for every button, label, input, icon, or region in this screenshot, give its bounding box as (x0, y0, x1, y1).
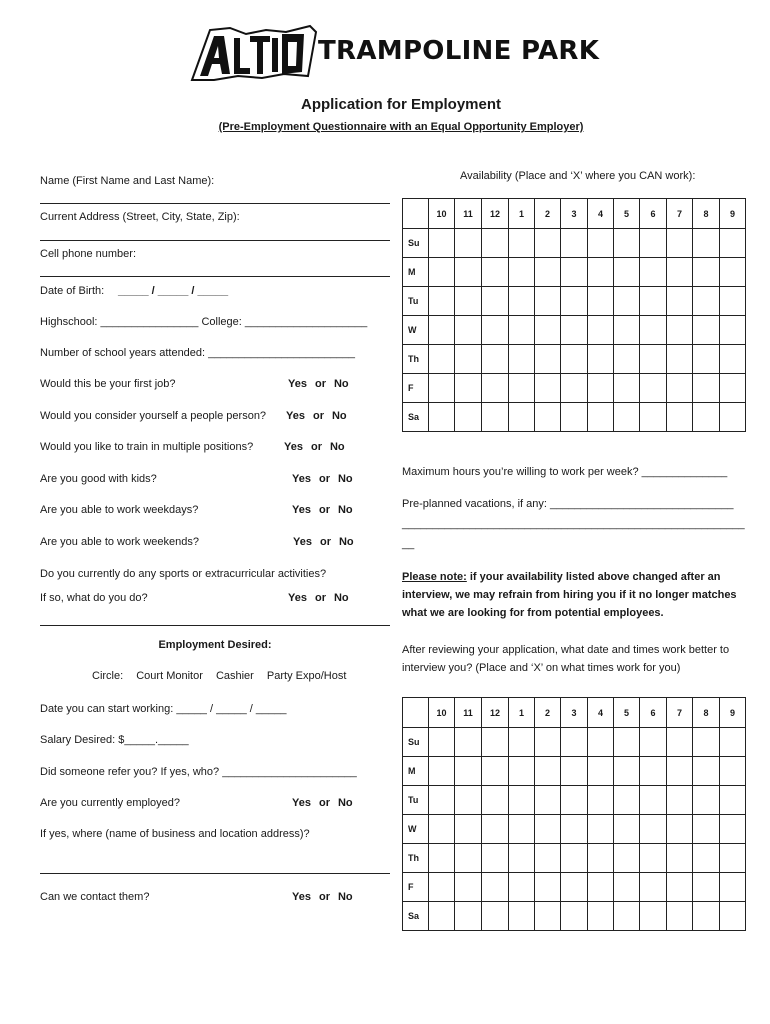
cell-line[interactable] (40, 276, 390, 277)
availability-cell[interactable] (509, 287, 535, 316)
availability-cell[interactable] (561, 258, 588, 287)
hour-header: 3 (561, 698, 588, 728)
day-label: W (403, 815, 429, 844)
sports-line[interactable] (40, 625, 390, 626)
availability-grid (402, 198, 746, 432)
availability-cell[interactable] (588, 786, 614, 815)
no-option[interactable]: No (333, 592, 349, 604)
availability-cell[interactable] (429, 786, 455, 815)
availability-cell[interactable] (535, 757, 561, 786)
availability-cell[interactable] (588, 258, 614, 287)
availability-cell[interactable] (667, 374, 693, 403)
availability-cell[interactable] (693, 873, 720, 902)
availability-cell[interactable] (640, 316, 667, 345)
availability-cell[interactable] (535, 844, 561, 873)
position-cashier[interactable]: Cashier (215, 670, 254, 682)
cell-label: Cell phone number: (40, 248, 137, 260)
vacations-line-2[interactable]: ________________________________________________________ (402, 518, 745, 530)
availability-cell[interactable] (455, 873, 482, 902)
hour-header: 12 (482, 698, 509, 728)
yes-option[interactable]: Yes (292, 797, 311, 809)
availability-cell[interactable] (588, 287, 614, 316)
availability-cell[interactable] (429, 815, 455, 844)
availability-cell[interactable] (429, 728, 455, 757)
employer-where-label: If yes, where (name of business and location address)? (40, 828, 310, 840)
employed-question: Are you currently employed? (40, 797, 181, 809)
note-text: if your availability listed above changed after an interview, we may refrain from hiring you if it no longer matches what we are looking for from potential employees. (402, 571, 737, 619)
availability-cell[interactable] (429, 902, 455, 931)
hour-header: 3 (561, 199, 588, 229)
day-label: Sa (403, 902, 429, 931)
availability-cell[interactable] (588, 229, 614, 258)
availability-cell[interactable] (535, 258, 561, 287)
availability-cell[interactable] (482, 757, 509, 786)
availability-cell[interactable] (482, 287, 509, 316)
interview-grid (402, 697, 746, 931)
availability-cell[interactable] (693, 786, 720, 815)
or-text: or (314, 378, 326, 390)
availability-cell[interactable] (561, 873, 588, 902)
weekdays-question: Are you able to work weekdays? (40, 504, 199, 516)
availability-cell[interactable] (535, 345, 561, 374)
availability-cell[interactable] (482, 316, 509, 345)
contact-question: Can we contact them? (40, 891, 150, 903)
availability-cell[interactable] (509, 844, 535, 873)
hour-header: 2 (535, 698, 561, 728)
position-party-host[interactable]: Party Expo/Host (266, 670, 347, 682)
availability-cell[interactable] (588, 757, 614, 786)
availability-cell[interactable] (455, 757, 482, 786)
or-text: or (318, 504, 330, 516)
hour-header: 10 (429, 199, 455, 229)
form-title: Application for Employment (300, 96, 501, 113)
availability-cell[interactable] (640, 786, 667, 815)
availability-cell[interactable] (561, 229, 588, 258)
availability-cell[interactable] (535, 902, 561, 931)
availability-cell[interactable] (720, 258, 746, 287)
availability-cell[interactable] (455, 403, 482, 432)
availability-cell[interactable] (455, 786, 482, 815)
or-text: or (318, 891, 330, 903)
school-label[interactable]: Highschool: ________________ College: ____________________ (40, 316, 368, 328)
availability-cell[interactable] (667, 757, 693, 786)
availability-cell[interactable] (693, 815, 720, 844)
weekends-yes-no[interactable] (293, 536, 354, 548)
availability-cell[interactable] (455, 287, 482, 316)
availability-cell[interactable] (482, 403, 509, 432)
availability-cell[interactable] (561, 287, 588, 316)
altitude-logo (190, 24, 318, 82)
availability-cell[interactable] (482, 345, 509, 374)
people-person-question: Would you consider yourself a people person? (40, 410, 267, 422)
availability-cell[interactable] (614, 786, 640, 815)
availability-cell[interactable] (561, 374, 588, 403)
address-label: Current Address (Street, City, State, Zip): (40, 211, 240, 223)
or-text: or (310, 441, 322, 453)
availability-cell[interactable] (693, 844, 720, 873)
availability-cell[interactable] (720, 229, 746, 258)
availability-cell[interactable] (509, 757, 535, 786)
availability-cell[interactable] (667, 728, 693, 757)
availability-cell[interactable] (667, 902, 693, 931)
hour-header: 7 (667, 698, 693, 728)
availability-cell[interactable] (561, 728, 588, 757)
day-label: W (403, 316, 429, 345)
availability-cell[interactable] (561, 403, 588, 432)
availability-cell[interactable] (455, 345, 482, 374)
yes-option[interactable]: Yes (288, 592, 307, 604)
availability-cell[interactable] (614, 873, 640, 902)
hour-header: 2 (535, 199, 561, 229)
first-job-yes-no[interactable] (288, 378, 349, 390)
availability-cell[interactable] (561, 757, 588, 786)
availability-cell[interactable] (667, 815, 693, 844)
availability-cell[interactable] (693, 345, 720, 374)
availability-cell[interactable] (720, 728, 746, 757)
availability-cell[interactable] (588, 316, 614, 345)
availability-cell[interactable] (667, 403, 693, 432)
availability-cell[interactable] (667, 786, 693, 815)
weekends-question: Are you able to work weekends? (40, 536, 199, 548)
availability-cell[interactable] (535, 728, 561, 757)
kids-question: Are you good with kids? (40, 473, 157, 485)
grid-corner (403, 698, 429, 728)
availability-cell[interactable] (720, 403, 746, 432)
day-label: Su (403, 229, 429, 258)
availability-cell[interactable] (455, 258, 482, 287)
availability-cell[interactable] (720, 374, 746, 403)
school-years-label[interactable]: Number of school years attended: ________________________ (40, 347, 355, 359)
no-option[interactable]: No (329, 441, 345, 453)
availability-cell[interactable] (429, 287, 455, 316)
hour-header: 9 (720, 199, 746, 229)
availability-cell[interactable] (588, 728, 614, 757)
availability-cell[interactable] (588, 374, 614, 403)
availability-cell[interactable] (455, 844, 482, 873)
availability-cell[interactable] (640, 345, 667, 374)
availability-cell[interactable] (588, 403, 614, 432)
or-text: or (319, 536, 331, 548)
sports-yes-no[interactable] (288, 592, 349, 604)
availability-cell[interactable] (588, 873, 614, 902)
availability-cell[interactable] (667, 844, 693, 873)
hour-header: 11 (455, 698, 482, 728)
availability-cell[interactable] (509, 316, 535, 345)
availability-cell[interactable] (482, 728, 509, 757)
availability-cell[interactable] (667, 287, 693, 316)
availability-cell[interactable] (693, 757, 720, 786)
dob-field[interactable]: _____ / _____ / _____ (118, 285, 229, 297)
day-label: Tu (403, 786, 429, 815)
availability-cell[interactable] (588, 844, 614, 873)
hour-header: 12 (482, 199, 509, 229)
availability-cell[interactable] (561, 902, 588, 931)
availability-cell[interactable] (640, 287, 667, 316)
availability-cell[interactable] (455, 902, 482, 931)
availability-cell[interactable] (561, 345, 588, 374)
position-court-monitor[interactable]: Court Monitor (136, 670, 203, 682)
day-label: Th (403, 345, 429, 374)
availability-cell[interactable] (482, 902, 509, 931)
availability-cell[interactable] (588, 345, 614, 374)
hour-header: 6 (640, 199, 667, 229)
availability-cell[interactable] (535, 873, 561, 902)
employed-yes-no[interactable] (292, 797, 353, 809)
availability-cell[interactable] (535, 229, 561, 258)
no-option[interactable]: No (331, 410, 347, 422)
availability-cell[interactable] (429, 844, 455, 873)
day-label: F (403, 374, 429, 403)
availability-cell[interactable] (640, 902, 667, 931)
no-option[interactable]: No (337, 473, 353, 485)
hour-header: 4 (588, 199, 614, 229)
availability-cell[interactable] (640, 873, 667, 902)
hour-header: 1 (509, 698, 535, 728)
availability-cell[interactable] (429, 316, 455, 345)
address-line[interactable] (40, 240, 390, 241)
availability-cell[interactable] (588, 815, 614, 844)
day-label: Sa (403, 403, 429, 432)
availability-cell[interactable] (693, 287, 720, 316)
availability-cell[interactable] (482, 844, 509, 873)
availability-cell[interactable] (509, 345, 535, 374)
positions-row (92, 670, 346, 682)
availability-cell[interactable] (588, 902, 614, 931)
vacations-field[interactable]: Pre-planned vacations, if any: ______________________________ (402, 498, 734, 510)
no-option[interactable]: No (337, 504, 353, 516)
multiple-positions-yes-no[interactable] (284, 441, 345, 453)
availability-cell[interactable] (693, 728, 720, 757)
yes-option[interactable]: Yes (286, 410, 305, 422)
yes-option[interactable]: Yes (292, 891, 311, 903)
availability-cell[interactable] (561, 316, 588, 345)
availability-cell[interactable] (561, 844, 588, 873)
start-date-field[interactable]: Date you can start working: _____ / _____ / _____ (40, 703, 287, 715)
availability-cell[interactable] (693, 316, 720, 345)
availability-cell[interactable] (509, 229, 535, 258)
yes-option[interactable]: Yes (288, 378, 307, 390)
availability-cell[interactable] (614, 345, 640, 374)
kids-yes-no[interactable] (292, 473, 353, 485)
day-label: Tu (403, 287, 429, 316)
interview-question: After reviewing your application, what date and times work better to interview you? (Place and ‘X’ on what times work for you) (402, 644, 730, 674)
hour-header: 7 (667, 199, 693, 229)
availability-cell[interactable] (640, 815, 667, 844)
availability-cell[interactable] (429, 873, 455, 902)
dob-label: Date of Birth: (40, 285, 105, 297)
availability-cell[interactable] (614, 258, 640, 287)
day-label: M (403, 757, 429, 786)
availability-cell[interactable] (693, 229, 720, 258)
availability-cell[interactable] (455, 229, 482, 258)
availability-cell[interactable] (720, 873, 746, 902)
availability-cell[interactable] (561, 815, 588, 844)
availability-cell[interactable] (667, 316, 693, 345)
sports-question: Do you currently do any sports or extracurricular activities? (40, 568, 327, 580)
availability-cell[interactable] (693, 403, 720, 432)
contact-yes-no[interactable] (292, 891, 353, 903)
availability-cell[interactable] (720, 902, 746, 931)
availability-cell[interactable] (614, 287, 640, 316)
availability-label: Availability (Place and ‘X’ where you CAN work): (460, 170, 696, 182)
availability-cell[interactable] (693, 374, 720, 403)
multiple-positions-question: Would you like to train in multiple positions? (40, 441, 254, 453)
people-person-yes-no[interactable] (286, 410, 347, 422)
availability-cell[interactable] (429, 229, 455, 258)
hour-header: 6 (640, 698, 667, 728)
availability-cell[interactable] (535, 287, 561, 316)
no-option[interactable]: No (337, 891, 353, 903)
or-text: or (314, 592, 326, 604)
availability-cell[interactable] (561, 786, 588, 815)
day-label: M (403, 258, 429, 287)
yes-option[interactable]: Yes (292, 504, 311, 516)
availability-cell[interactable] (429, 374, 455, 403)
availability-cell[interactable] (614, 403, 640, 432)
employer-line[interactable] (40, 873, 390, 874)
availability-cell[interactable] (614, 844, 640, 873)
availability-cell[interactable] (429, 757, 455, 786)
availability-cell[interactable] (720, 815, 746, 844)
availability-cell[interactable] (509, 374, 535, 403)
availability-cell[interactable] (455, 815, 482, 844)
hour-header: 9 (720, 698, 746, 728)
hour-header: 11 (455, 199, 482, 229)
or-text: or (318, 473, 330, 485)
availability-cell[interactable] (640, 728, 667, 757)
availability-cell[interactable] (509, 728, 535, 757)
availability-cell[interactable] (455, 374, 482, 403)
availability-cell[interactable] (482, 815, 509, 844)
availability-cell[interactable] (614, 902, 640, 931)
availability-cell[interactable] (482, 786, 509, 815)
day-label: Su (403, 728, 429, 757)
availability-cell[interactable] (509, 403, 535, 432)
availability-cell[interactable] (509, 786, 535, 815)
availability-cell[interactable] (482, 258, 509, 287)
no-option[interactable]: No (333, 378, 349, 390)
availability-cell[interactable] (667, 258, 693, 287)
availability-cell[interactable] (614, 229, 640, 258)
first-job-question: Would this be your first job? (40, 378, 176, 390)
employment-desired-heading: Employment Desired: (158, 639, 272, 651)
availability-cell[interactable] (429, 403, 455, 432)
availability-cell[interactable] (640, 258, 667, 287)
no-option[interactable]: No (337, 797, 353, 809)
yes-option[interactable]: Yes (284, 441, 303, 453)
availability-note (402, 568, 752, 622)
availability-cell[interactable] (640, 374, 667, 403)
availability-cell[interactable] (535, 786, 561, 815)
referral-field[interactable]: Did someone refer you? If yes, who? ______________________ (40, 766, 357, 778)
availability-cell[interactable] (667, 873, 693, 902)
hour-header: 8 (693, 199, 720, 229)
name-label: Name (First Name and Last Name): (40, 175, 215, 187)
availability-cell[interactable] (614, 815, 640, 844)
grid-corner (403, 199, 429, 229)
day-label: Th (403, 844, 429, 873)
hour-header: 8 (693, 698, 720, 728)
or-text: or (312, 410, 324, 422)
availability-cell[interactable] (482, 374, 509, 403)
availability-cell[interactable] (482, 873, 509, 902)
hour-header: 5 (614, 698, 640, 728)
no-option[interactable]: No (338, 536, 354, 548)
availability-cell[interactable] (640, 757, 667, 786)
if-so-question: If so, what do you do? (40, 592, 148, 604)
availability-cell[interactable] (535, 815, 561, 844)
hour-header: 10 (429, 698, 455, 728)
availability-cell[interactable] (640, 229, 667, 258)
availability-cell[interactable] (720, 345, 746, 374)
vacations-line-3[interactable]: __ (402, 538, 415, 550)
day-label: F (403, 873, 429, 902)
availability-cell[interactable] (720, 287, 746, 316)
availability-cell[interactable] (482, 229, 509, 258)
availability-cell[interactable] (720, 844, 746, 873)
availability-cell[interactable] (455, 728, 482, 757)
hour-header: 4 (588, 698, 614, 728)
circle-label: Circle: (92, 670, 124, 682)
availability-cell[interactable] (535, 374, 561, 403)
yes-option[interactable]: Yes (293, 536, 312, 548)
availability-cell[interactable] (720, 786, 746, 815)
form-subtitle: (Pre-Employment Questionnaire with an Equal Opportunity Employer) (218, 121, 584, 133)
availability-cell[interactable] (614, 728, 640, 757)
salary-field[interactable]: Salary Desired: $_____._____ (40, 734, 189, 746)
availability-cell[interactable] (535, 403, 561, 432)
hour-header: 5 (614, 199, 640, 229)
availability-cell[interactable] (693, 902, 720, 931)
or-text: or (318, 797, 330, 809)
availability-cell[interactable] (509, 258, 535, 287)
availability-cell[interactable] (640, 844, 667, 873)
availability-cell[interactable] (509, 902, 535, 931)
availability-cell[interactable] (455, 316, 482, 345)
max-hours-field[interactable]: Maximum hours you’re willing to work per week? ______________ (402, 466, 728, 478)
weekdays-yes-no[interactable] (292, 504, 353, 516)
availability-cell[interactable] (667, 229, 693, 258)
availability-cell[interactable] (535, 316, 561, 345)
brand-name: TRAMPOLINE PARK (318, 36, 600, 66)
availability-cell[interactable] (693, 258, 720, 287)
note-prefix: Please note: (402, 571, 467, 583)
availability-cell[interactable] (720, 316, 746, 345)
hour-header: 1 (509, 199, 535, 229)
availability-cell[interactable] (429, 345, 455, 374)
availability-cell[interactable] (509, 873, 535, 902)
yes-option[interactable]: Yes (292, 473, 311, 485)
availability-cell[interactable] (614, 374, 640, 403)
availability-cell[interactable] (509, 815, 535, 844)
availability-cell[interactable] (614, 757, 640, 786)
availability-cell[interactable] (720, 757, 746, 786)
availability-cell[interactable] (429, 258, 455, 287)
availability-cell[interactable] (640, 403, 667, 432)
availability-cell[interactable] (614, 316, 640, 345)
availability-cell[interactable] (667, 345, 693, 374)
name-line[interactable] (40, 203, 390, 204)
